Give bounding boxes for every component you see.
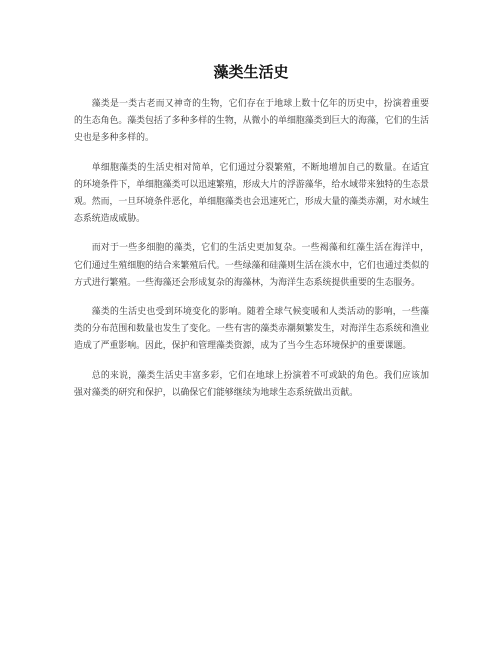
- document-body: [74, 96, 429, 414]
- paragraph-2: 单细胞藻类的生活史相对简单，它们通过分裂繁殖，不断地增加自己的数量。在适宜的环境条件下，单细胞藻类可以迅速繁殖，形成大片的浮游藻华，给水域带来独特的生态景观。然而，一旦环境条件恶化，单细胞藻类也会迅速死亡，形成大量的藻类赤潮，对水域生态系统造成威胁。: [74, 162, 429, 225]
- document-title: 藻类生活史: [213, 63, 289, 81]
- paragraph-5: 总的来说，藻类生活史丰富多彩，它们在地球上扮演着不可或缺的角色。我们应该加强对藻类的研究和保护，以确保它们能够继续为地球生态系统做出贡献。: [74, 370, 429, 398]
- paragraph-3: 而对于一些多细胞的藻类，它们的生活史更加复杂。一些褐藻和红藻生活在海洋中，它们通过生殖细胞的结合来繁殖后代。一些绿藻和硅藻则生活在淡水中，它们也通过类似的方式进行繁殖。一些海藻还会形成复杂的海藻林，为海洋生态系统提供重要的生态服务。: [74, 243, 429, 288]
- paragraph-1: 藻类是一类古老而又神奇的生物，它们存在于地球上数十亿年的历史中，扮演着重要的生态角色。藻类包括了多种多样的生物，从微小的单细胞藻类到巨大的海藻，它们的生活史也是多种多样的。: [74, 99, 429, 144]
- paragraph-4: 藻类的生活史也受到环境变化的影响。随着全球气候变暖和人类活动的影响，一些藻类的分布范围和数量也发生了变化。一些有害的藻类赤潮频繁发生，对海洋生态系统和渔业造成了严重影响。因此，保护和管理藻类资源，成为了当今生态环境保护的重要课题。: [74, 307, 429, 352]
